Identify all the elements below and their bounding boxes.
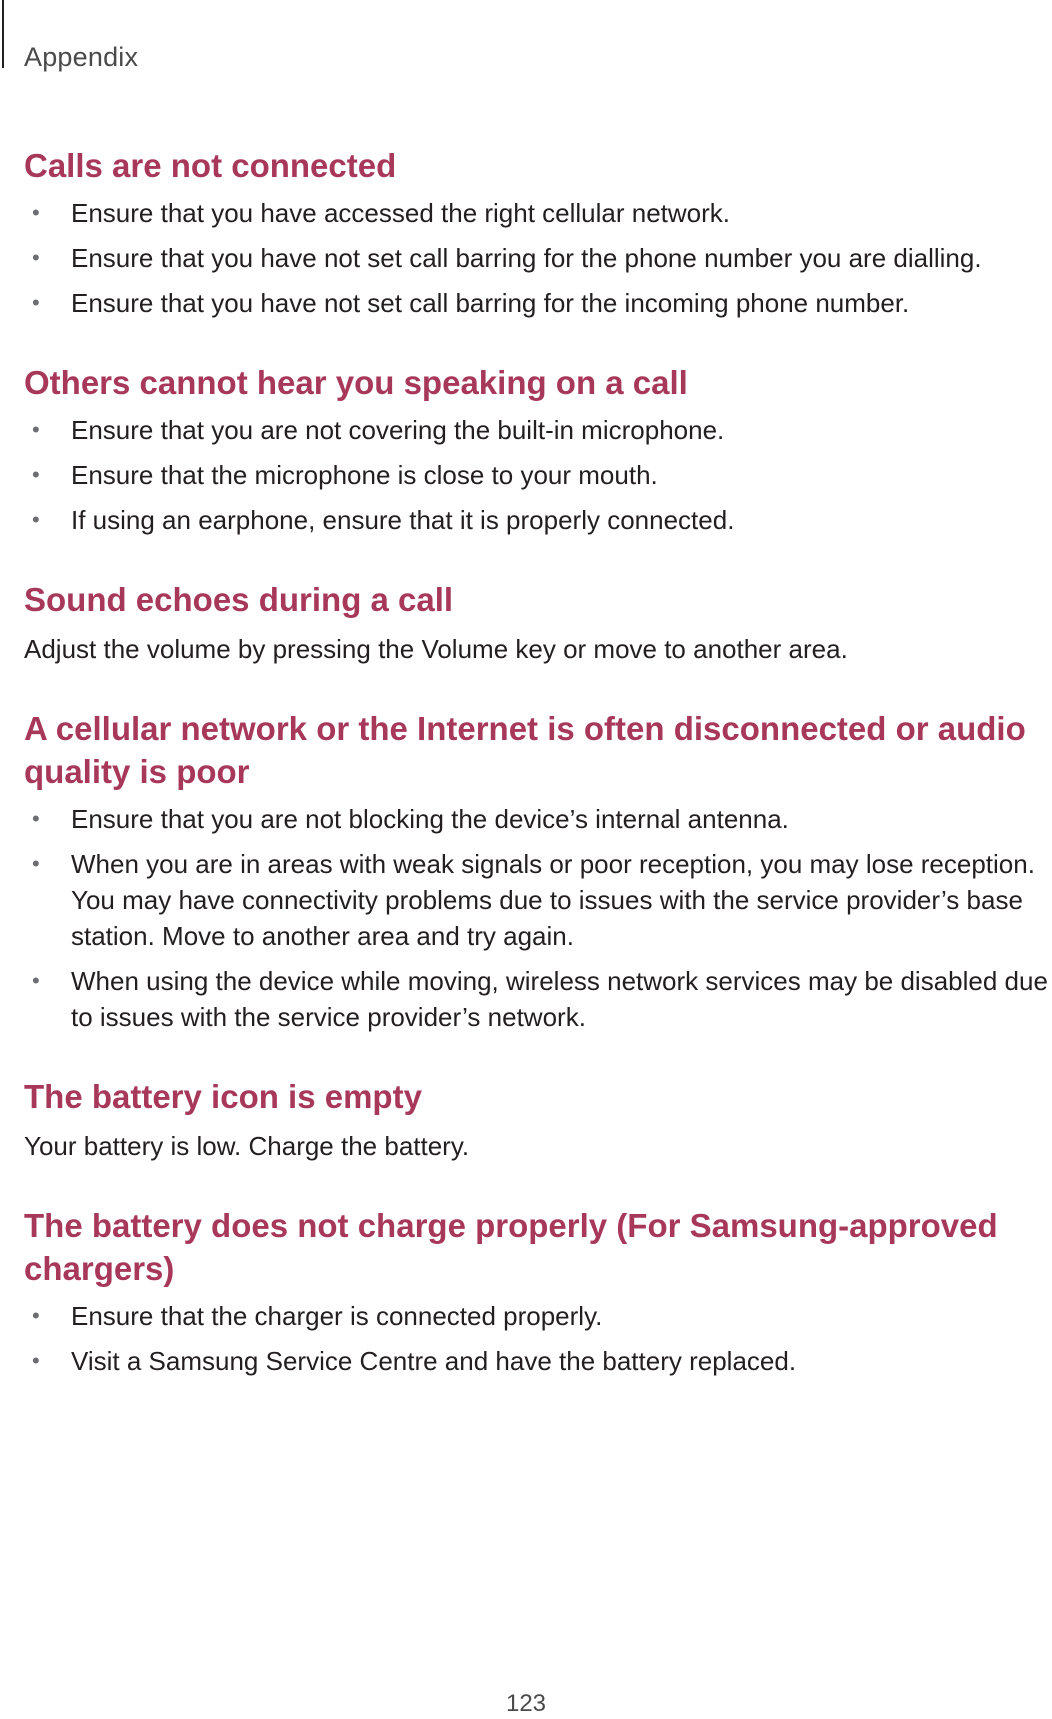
- bullet-icon: •: [32, 1303, 40, 1328]
- list-item: [24, 285, 1052, 321]
- bullet-list: [24, 195, 1052, 321]
- bullet-icon: •: [32, 968, 40, 993]
- bullet-icon: •: [32, 417, 40, 442]
- list-item-text: Ensure that you are not blocking the device’s internal antenna.: [71, 804, 789, 834]
- list-item: [24, 240, 1052, 276]
- list-item-text: If using an earphone, ensure that it is properly connected.: [71, 505, 735, 535]
- list-item-text: Ensure that you have accessed the right cellular network.: [71, 198, 731, 228]
- list-item: [24, 846, 1052, 954]
- list-item-text: Ensure that you are not covering the built-in microphone.: [71, 415, 725, 445]
- section-heading: The battery icon is empty: [24, 1078, 422, 1115]
- section-heading: Calls are not connected: [24, 147, 397, 184]
- list-item-text: Ensure that the microphone is close to your mouth.: [71, 460, 658, 490]
- bullet-icon: •: [32, 200, 40, 225]
- section-network-disconnected: [24, 707, 1052, 1035]
- list-item: [24, 801, 1052, 837]
- list-item-text: Visit a Samsung Service Centre and have the battery replaced.: [71, 1346, 797, 1376]
- page-number: 123: [505, 1690, 547, 1717]
- bullet-icon: •: [32, 462, 40, 487]
- list-item: [24, 502, 1052, 538]
- list-item-text: Ensure that the charger is connected properly.: [71, 1301, 603, 1331]
- section-battery-not-charging: [24, 1204, 1052, 1379]
- bullet-list: [24, 1298, 1052, 1379]
- list-item-text: When using the device while moving, wireless network services may be disabled due to issues with the service provider’s network.: [71, 966, 1048, 1032]
- page-content: [24, 144, 1052, 1379]
- bullet-icon: •: [32, 1348, 40, 1373]
- page-edge-rule: [2, 0, 4, 68]
- list-item: [24, 195, 1052, 231]
- bullet-icon: •: [32, 851, 40, 876]
- bullet-list: [24, 801, 1052, 1035]
- section-heading: The battery does not charge properly (For Samsung-approved chargers): [24, 1207, 998, 1287]
- section-others-cannot-hear: [24, 361, 1052, 538]
- section-heading: Others cannot hear you speaking on a call: [24, 364, 688, 401]
- bullet-icon: •: [32, 507, 40, 532]
- list-item: [24, 1298, 1052, 1334]
- section-calls-not-connected: [24, 144, 1052, 321]
- list-item-text: When you are in areas with weak signals or poor reception, you may lose reception. You may have connectivity problems due to issues with the service provider’s base station. Move to another area and try again.: [71, 849, 1035, 951]
- running-header: Appendix: [24, 42, 139, 72]
- section-heading: Sound echoes during a call: [24, 581, 454, 618]
- list-item: [24, 1343, 1052, 1379]
- section-heading: A cellular network or the Internet is often disconnected or audio quality is poor: [24, 710, 1026, 790]
- bullet-icon: •: [32, 290, 40, 315]
- list-item-text: Ensure that you have not set call barring for the phone number you are dialling.: [71, 243, 982, 273]
- section-paragraph: Your battery is low. Charge the battery.: [24, 1131, 470, 1161]
- list-item: [24, 412, 1052, 448]
- bullet-list: [24, 412, 1052, 538]
- section-battery-icon-empty: [24, 1075, 1052, 1164]
- section-paragraph: Adjust the volume by pressing the Volume key or move to another area.: [24, 634, 848, 664]
- section-sound-echoes: [24, 578, 1052, 667]
- list-item: [24, 963, 1052, 1035]
- bullet-icon: •: [32, 245, 40, 270]
- bullet-icon: •: [32, 806, 40, 831]
- list-item-text: Ensure that you have not set call barring for the incoming phone number.: [71, 288, 910, 318]
- list-item: [24, 457, 1052, 493]
